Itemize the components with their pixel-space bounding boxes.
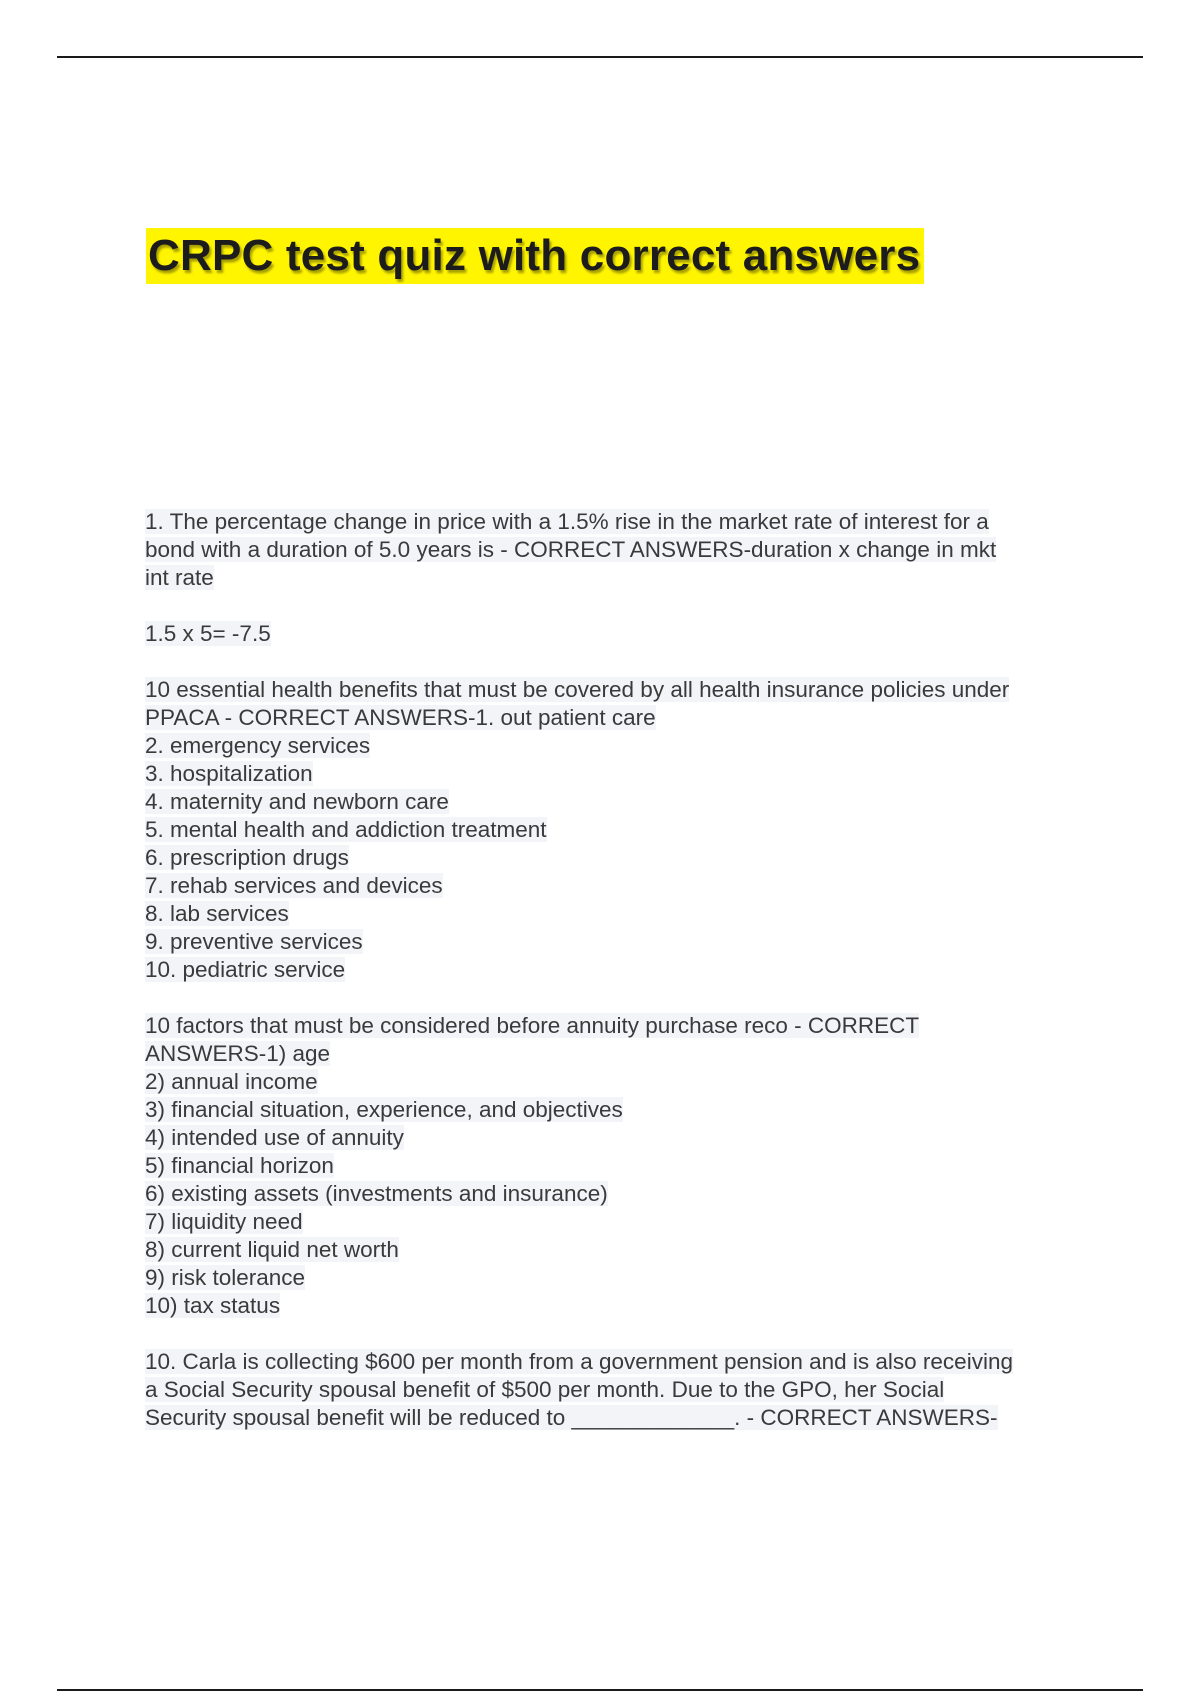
list-item: 8. lab services: [145, 901, 289, 926]
question-1-calculation: [145, 620, 1085, 648]
list-item: 5. mental health and addiction treatment: [145, 817, 547, 842]
header-rule: [57, 56, 1143, 58]
question-1: [145, 508, 1085, 592]
calculation-line: 1.5 x 5= -7.5: [145, 621, 271, 646]
question-2: [145, 676, 1085, 984]
list-item: 6) existing assets (investments and insurance): [145, 1181, 608, 1206]
list-item: 10) tax status: [145, 1293, 281, 1318]
question-1-line-2: bond with a duration of 5.0 years is - CORRECT ANSWERS-duration x change in mkt: [145, 537, 997, 562]
question-3-line: 10 factors that must be considered before annuity purchase reco - CORRECT: [145, 1013, 920, 1038]
list-item: 7) liquidity need: [145, 1209, 303, 1234]
question-3-line: ANSWERS-1) age: [145, 1041, 331, 1066]
list-item: 9. preventive services: [145, 929, 363, 954]
document-body: [145, 508, 1085, 1460]
list-item: 3) financial situation, experience, and objectives: [145, 1097, 623, 1122]
question-1-line-3: int rate: [145, 565, 214, 590]
list-item: 2) annual income: [145, 1069, 318, 1094]
list-item: 8) current liquid net worth: [145, 1237, 399, 1262]
question-4-line: 10. Carla is collecting $600 per month from a government pension and is also receiving: [145, 1349, 1013, 1374]
question-4: [145, 1348, 1085, 1432]
list-item: 7. rehab services and devices: [145, 873, 443, 898]
question-2-line: 10 essential health benefits that must be covered by all health insurance policies under: [145, 677, 1010, 702]
list-item: 9) risk tolerance: [145, 1265, 306, 1290]
list-item: 10. pediatric service: [145, 957, 346, 982]
list-item: 2. emergency services: [145, 733, 371, 758]
list-item: 3. hospitalization: [145, 761, 313, 786]
question-3: [145, 1012, 1085, 1320]
question-1-line-1: 1. The percentage change in price with a 1.5% rise in the market rate of interest for a: [145, 509, 989, 534]
list-item: 4. maternity and newborn care: [145, 789, 449, 814]
list-item: 5) financial horizon: [145, 1153, 334, 1178]
list-item: 4) intended use of annuity: [145, 1125, 404, 1150]
title-highlight: [146, 228, 924, 284]
question-4-line: Security spousal benefit will be reduced to _____________. - CORRECT ANSWERS-: [145, 1405, 998, 1430]
document-title: CRPC test quiz with correct answers: [148, 231, 921, 280]
list-item: 6. prescription drugs: [145, 845, 349, 870]
footer-rule: [57, 1689, 1143, 1691]
question-4-line: a Social Security spousal benefit of $500 per month. Due to the GPO, her Social: [145, 1377, 945, 1402]
question-2-line: PPACA - CORRECT ANSWERS-1. out patient care: [145, 705, 656, 730]
